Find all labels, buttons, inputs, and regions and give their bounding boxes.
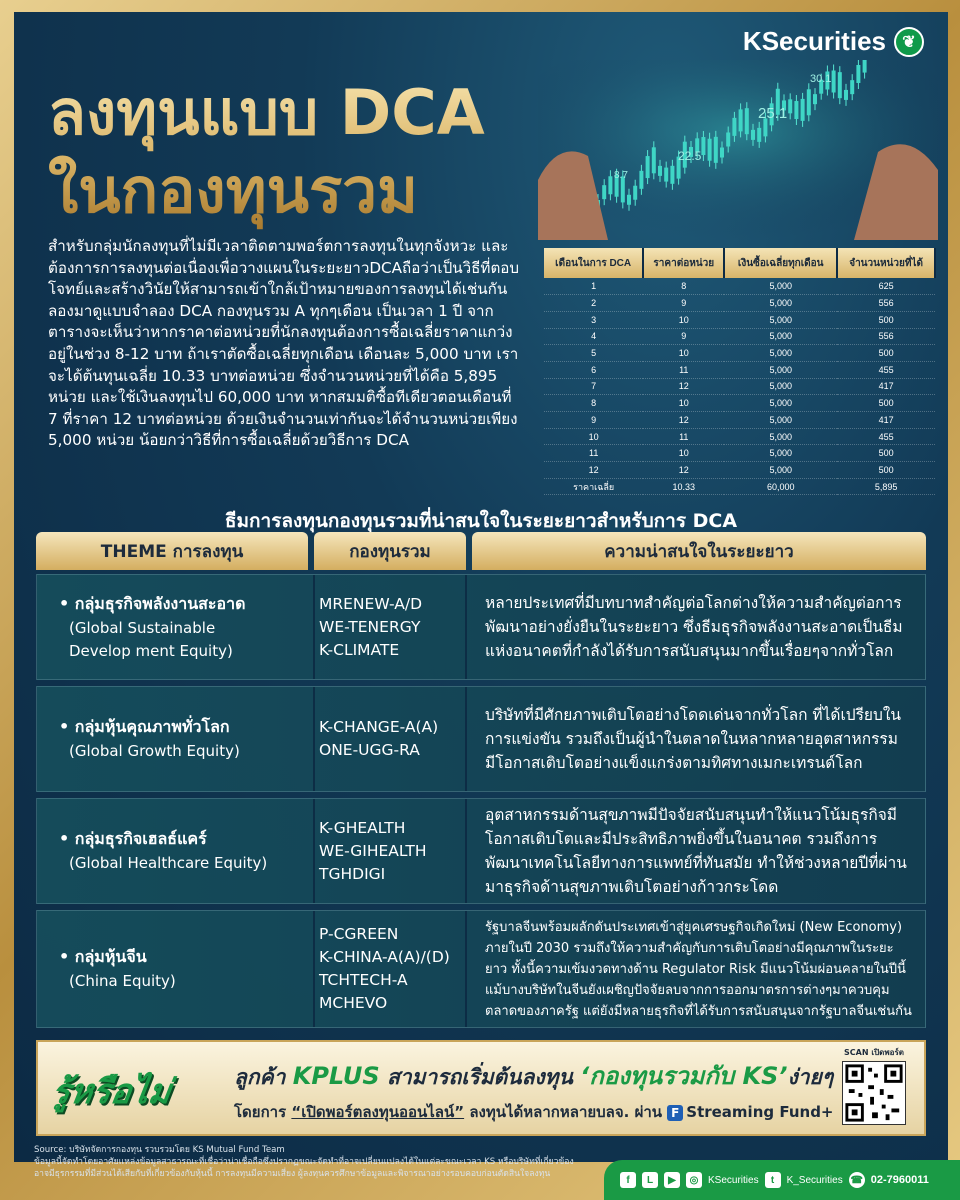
dca-table-cell: 11 [643,428,724,445]
dca-table-cell: 5,000 [724,295,837,312]
candle-body [838,72,842,98]
disclaimer-line: ข้อมูลนี้จัดทำโดยอาศัยแหล่งข้อมูลสาธารณะที่เชื่อว่าน่าเชื่อถือซึ่งปรากฏขณะจัดทำที่อาจเปลี่ยนแปลงได้ในแต่ละขณะเวลา KS หรือบริษัทที่เกี่ยวข้อง [34,1157,574,1167]
theme-name: • กลุ่มธุรกิจพลังงานสะอาด [59,593,246,613]
dca-table-row [544,345,935,362]
dca-table-cell: 5,000 [724,345,837,362]
dca-table-row [544,478,935,495]
dca-col-amount: เงินซื้อเฉลี่ยทุกเดือน [724,248,837,278]
dca-table-cell: 12 [643,378,724,395]
interest-cell [473,575,925,679]
candle-body [714,137,718,163]
qr-code-icon[interactable] [842,1061,906,1125]
dca-table-row [544,295,935,312]
candle-body [751,130,755,140]
facebook-icon[interactable]: f [620,1172,636,1188]
candle-body [732,118,736,136]
dca-table-cell: 5,000 [724,278,837,295]
dca-table-cell: 556 [837,295,935,312]
title-line-2: ในกองทุนรวม [48,154,418,227]
candle-body [739,109,743,131]
dca-col-price: ราคาต่อหน่วย [643,248,724,278]
candle-body [850,80,854,94]
qr-label: SCAN เปิดพอร์ต [844,1048,904,1057]
fund-cell [313,575,467,679]
dca-col-units: จำนวนหน่วยที่ได้ [837,248,935,278]
dca-table-cell: 500 [837,311,935,328]
main-panel [14,12,948,1162]
dca-table-cell: 5 [544,345,643,362]
dca-table-cell: 10.33 [643,478,724,495]
dca-table-cell: 11 [643,361,724,378]
dca-table-cell: 7 [544,378,643,395]
candle-body [608,176,612,194]
theme-row-healthcare [36,798,926,904]
dca-table-cell: 12 [643,412,724,429]
dca-table-row [544,445,935,462]
dca-table-cell: 455 [837,361,935,378]
dca-table-cell: 417 [837,412,935,429]
theme-description: รัฐบาลจีนพร้อมผลักดันประเทศเข้าสู่ยุคเศรษฐกิจเกิดใหม่ (New Economy) ภายในปี 2030 รวมถึงให้ความสำคัญกับการเติบโตอย่างมีคุณภาพในระยะยาว ทั้งนี้ความเข้มงวดทางด้าน Regulator Risk มีแนวโน้มผ่อนคลายในปีนี้ แม้บางบริษัทในจีนยังเผชิญปัจจัยลบจากการออกมาตรการต่างๆมาควบคุมตลาดของภาครัฐ แต่ยังมีหลายธุรกิจที่ได้รับการสนับสนุนจากรัฐบาลจีนเช่นกัน [485,919,912,1019]
dca-table-cell: 60,000 [724,478,837,495]
dca-table-row [544,361,935,378]
theme-sub: (Global Healthcare Equity) [69,854,268,872]
candle-body [863,60,867,73]
dca-table-cell: 6 [544,361,643,378]
dca-table-cell: 625 [837,278,935,295]
phone-number[interactable]: 02-7960011 [870,1174,929,1186]
kplus-open-port: “เปิดพอร์ตลงทุนออนไลน์” [291,1103,465,1121]
dca-table-cell: 5,000 [724,328,837,345]
dca-table-row [544,328,935,345]
dca-table-cell: 10 [643,395,724,412]
kplus-text: สามารถเริ่มต้นลงทุน [379,1065,581,1089]
candle-body [664,168,668,182]
candle-body [720,148,724,158]
fund-code: TCHTECH-A [319,971,408,989]
theme-cell [37,575,309,679]
kplus-app: Streaming Fund+ [686,1103,834,1121]
dca-table-cell: 5,000 [724,412,837,429]
dca-col-month: เดือนในการ DCA [544,248,643,278]
theme-sub: Develop ment Equity) [69,641,233,660]
theme-description: บริษัทที่มีศักยภาพเติบโตอย่างโดดเด่นจากทั่วโลก ที่ได้เปรียบในการแข่งขัน รวมถึงเป็นผู้นำในตลาดในหลากหลายอุตสาหกรรม มีโอกาสเติบโตอย่างแข็งแกร่งตามทิศทางเมกะเทรนด์โลก [485,706,902,772]
dca-table-cell: 455 [837,428,935,445]
theme-sub: (China Equity) [69,972,176,990]
fund-cell [313,911,467,1027]
kplus-line-2 [234,1100,834,1124]
dca-table-row [544,412,935,429]
title-line-1: ลงทุนแบบ DCA [48,76,485,149]
fund-cell [313,799,467,903]
social-handle-1[interactable]: KSecurities [708,1174,759,1186]
dca-table-row [544,428,935,445]
twitter-icon[interactable]: t [765,1172,781,1188]
dca-table-cell: 5,000 [724,311,837,328]
dca-table-row [544,311,935,328]
theme-name: • กลุ่มหุ้นจีน [59,947,147,966]
dca-table-cell: 1 [544,278,643,295]
candle-body [801,99,805,121]
interest-cell [473,687,925,791]
instagram-icon[interactable]: ◎ [686,1172,702,1188]
theme-description: หลายประเทศที่มีบทบาทสำคัญต่อโลกต่างให้ความสำคัญต่อการพัฒนาอย่างยั่งยืนในระยะยาว ซึ่งธีมธุรกิจพลังงานสะอาดเป็นธีมแห่งอนาคตที่กำลังได้รับการสนับสนุนมากขึ้นเรื่อยๆจากทั่วโลก [485,594,903,660]
fund-code: WE-TENERGY [319,617,421,636]
dca-table-cell: 5,000 [724,428,837,445]
candle-body [832,71,836,93]
fund-code: K-GHEALTH [319,818,406,837]
kplus-banner [36,1040,926,1136]
candle-body [670,166,674,184]
dca-table-cell: 500 [837,462,935,479]
kplus-text: ง่ายๆ [787,1065,834,1089]
dca-table-cell: 8 [544,395,643,412]
streaming-fund-icon: F [667,1105,683,1121]
kplus-text: ลงทุนได้หลากหลายบลจ. ผ่าน [464,1103,668,1121]
theme-row-clean-energy [36,574,926,680]
dca-table-cell: 5,000 [724,395,837,412]
candle-body [757,128,761,142]
page-title [48,74,485,230]
theme-name: • กลุ่มธุรกิจเฮลธ์แคร์ [59,829,207,848]
source-notes [34,1144,604,1180]
qr-block [838,1046,910,1129]
candle-body [646,156,650,178]
candle-body [788,99,792,113]
candle-body [856,65,860,83]
dca-table-cell: 4 [544,328,643,345]
hero-label-4: 30.1 [810,73,832,85]
theme-cell [37,687,309,791]
dca-table-body [544,278,935,495]
fund-cell [313,687,467,791]
dca-table-cell: 10 [544,428,643,445]
interest-cell [473,799,925,903]
dca-table-cell: 12 [544,462,643,479]
dca-table-cell: 9 [643,328,724,345]
fund-code: K-CHINA-A(A)/(D) [319,948,450,966]
dca-table-cell: 556 [837,328,935,345]
youtube-icon[interactable]: ▶ [664,1172,680,1188]
dca-table-cell: 3 [544,311,643,328]
hero-chart-image [538,60,938,240]
line-icon[interactable]: L [642,1172,658,1188]
dca-table-cell: 500 [837,345,935,362]
theme-row-china [36,910,926,1028]
theme-sub: (Global Sustainable [69,618,216,637]
dca-table-row [544,378,935,395]
dca-table-cell: 9 [544,412,643,429]
dca-table-cell: 10 [643,345,724,362]
candle-body [639,171,643,189]
dca-table-cell: 2 [544,295,643,312]
dca-table-cell: 12 [643,462,724,479]
theme-name: • กลุ่มหุ้นคุณภาพทั่วโลก [59,717,230,736]
source-line: Source: บริษัทจัดการกองทุน รวบรวมโดย KS Mutual Fund Team [34,1145,285,1155]
fund-code: TGHDIGI [319,864,386,883]
dca-table-row [544,395,935,412]
dca-table-cell: 10 [643,311,724,328]
candle-body [658,166,662,176]
candle-body [602,185,606,199]
hero-label-1: 8.7 [614,170,628,181]
kplus-text: ลูกค้า [234,1065,293,1089]
dca-table-cell: 11 [544,445,643,462]
dca-table-cell: 417 [837,378,935,395]
theme-row-global-growth [36,686,926,792]
dca-table-cell: 5,895 [837,478,935,495]
phone-icon: ☎ [849,1172,865,1188]
hero-label-2: 22.5 [678,149,702,163]
brand-name: KSecurities [742,26,886,56]
candle-body [701,137,705,155]
dca-table-cell: 5,000 [724,361,837,378]
dca-table-cell: 10 [643,445,724,462]
social-footer [604,1160,960,1200]
dca-table-cell: ราคาเฉลี่ย [544,478,643,495]
dca-table-cell: 9 [643,295,724,312]
kasikorn-leaf-icon: ❦ [894,27,924,57]
candle-body [627,195,631,205]
dca-table-cell: 5,000 [724,462,837,479]
theme-header-theme: THEME การลงทุน [36,532,308,570]
intro-paragraph: สำหรับกลุ่มนักลงทุนที่ไม่มีเวลาติดตามพอร์ตการลงทุนในทุกจังหวะ และต้องการการลงทุนต่อเนื่องเพื่อวางแผนในระยะยาวDCAถือว่าเป็นวิธีที่ตอบโจทย์และสร้างวินัยให้สามารถเข้าใกล้เป้าหมายของการลงทุนได้เช่นกัน ลองมาดูแบบจำลอง DCA กองทุนรวม A ทุกๆเดือน เป็นเวลา 1 ปี จากตารางจะเห็นว่าหากราคาต่อหน่วยที่นักลงทุนต้องการซื้อเฉลี่ยราคาแกว่งอยู่ในช่วง 8-12 บาท ถ้าเราตัดซื้อเฉลี่ยทุกเดือน เดือนละ 5,000 บาท เราจะได้ต้นทุนเฉลี่ย 10.33 บาทต่อหน่วย ซึ่งจำนวนหน่วยที่ได้คือ 5,895 หน่วย และใช้เงินลงทุนไป 60,000 บาท หากสมมติซื้อทีเดียวตอนเดือนที่ 7 ที่ราคา 12 บาทต่อหน่วย ด้วยเงินจำนวนเท่ากันจะได้จำนวนหน่วยเพียง 5,000 หน่วย น้อยกว่าวิธีที่การซื้อเฉลี่ยด้วยวิธีการ DCA [48,237,520,450]
dca-table-cell: 500 [837,395,935,412]
candle-body [633,186,637,200]
kplus-brand: KPLUS [292,1062,380,1090]
theme-sub: (Global Growth Equity) [69,742,240,760]
kplus-highlight: ‘กองทุนรวมกับ KS’ [580,1062,788,1090]
ksecurities-logo [743,26,924,57]
theme-cell [37,911,309,1027]
candle-body [652,147,656,173]
fund-code: MRENEW-A/D [319,594,423,613]
candle-body [726,132,730,146]
dca-table-cell: 5,000 [724,445,837,462]
theme-header-interest: ความน่าสนใจในระยะยาว [472,532,926,570]
candle-body [807,89,811,115]
dca-table [544,248,936,495]
hero-label-3: 25.1 [758,105,788,122]
dca-table-cell: 5,000 [724,378,837,395]
candle-body [794,101,798,119]
theme-header-fund: กองทุนรวม [314,532,466,570]
candle-body [844,90,848,100]
disclaimer-line: อาจมีธุรกรรมที่มีส่วนได้เสียกับที่เกี่ยวข้องกับหุ้นนี้ การลงทุนมีความเสี่ยง ผู้ลงทุนควรศึกษาข้อมูลและพิจารณาอย่างรอบคอบก่อนตัดสินใจลงทุน [34,1169,551,1179]
kplus-line-1 [234,1056,833,1095]
section-title: ธีมการลงทุนกองทุนรวมที่น่าสนใจในระยะยาวสำหรับการ DCA [224,510,738,532]
dca-table-cell: 500 [837,445,935,462]
social-handle-2[interactable]: K_Securities [786,1174,843,1186]
kplus-text: โดยการ [234,1103,292,1121]
fund-code: WE-GIHEALTH [319,841,427,860]
candle-body [708,139,712,161]
fund-code: K-CLIMATE [319,640,400,659]
dca-table-cell: 8 [643,278,724,295]
dca-table-header [544,248,935,278]
dca-table-row [544,462,935,479]
theme-cell [37,799,309,903]
dca-table-row [544,278,935,295]
did-you-know-badge: รู้หรือไม่ [49,1072,174,1112]
interest-cell [473,911,925,1027]
candle-body [813,94,817,104]
fund-code: P-CGREEN [319,925,399,943]
fund-code: K-CHANGE-A(A) [319,718,439,736]
theme-description: อุตสาหกรรมด้านสุขภาพมีปัจจัยสนับสนุนทำให้แนวโน้มธุรกิจมีโอกาสเติบโตและมีประสิทธิภาพยิ่งขึ้นในอนาคต รวมถึงการพัฒนาเทคโนโลยีทางการแพทย์ที่ทันสมัย ทำให้ช่วงหลายปีที่ผ่านมาธุรกิจด้านสุขภาพเติบโตอย่างก้าวกระโดด [485,806,907,896]
fund-code: ONE-UGG-RA [319,741,420,759]
fund-code: MCHEVO [319,994,388,1012]
candle-body [745,108,749,134]
